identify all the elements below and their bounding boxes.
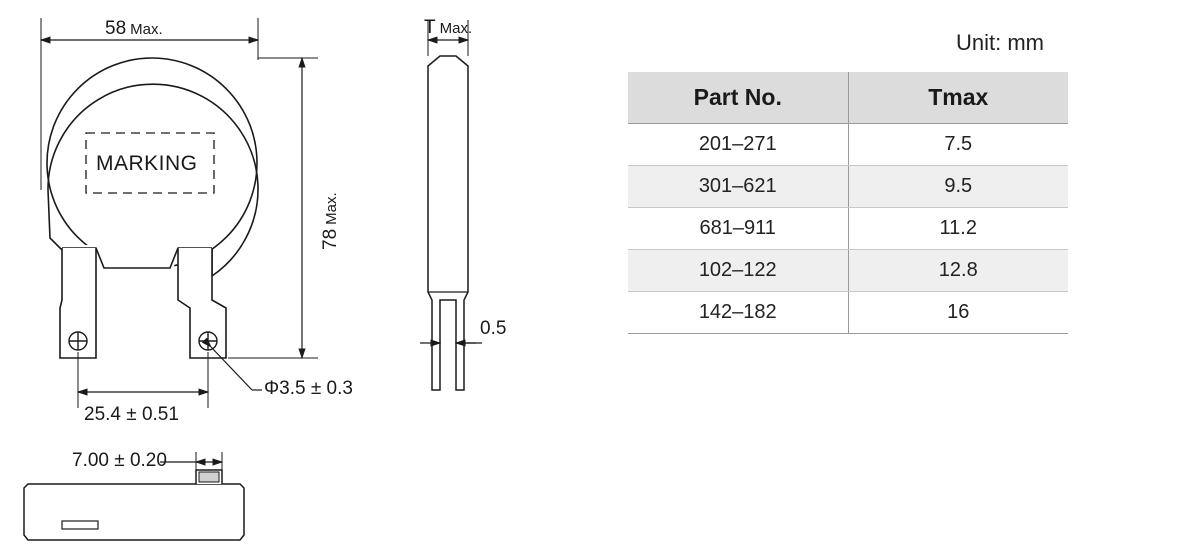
table-header-tmax: Tmax <box>848 72 1068 124</box>
cell-tmax: 12.8 <box>848 250 1068 292</box>
unit-note: Unit: mm <box>956 30 1044 55</box>
table-row <box>628 208 1068 250</box>
front-height-dimension-label: 78Max. <box>320 192 341 250</box>
marking-area-label: MARKING <box>96 152 198 175</box>
bottom-lead-offset-label: 7.00 ± 0.20 <box>72 450 167 471</box>
table-header-part-no: Part No. <box>628 72 848 124</box>
side-thickness-dimension-label: T Max. <box>424 17 473 38</box>
lead-thickness-dimension-label: 0.5 <box>480 318 507 339</box>
cell-tmax: 7.5 <box>848 124 1068 166</box>
table-row <box>628 250 1068 292</box>
lead-spacing-dimension-label: 25.4 ± 0.51 <box>84 404 179 425</box>
table-row <box>628 124 1068 166</box>
cell-part-no: 301–621 <box>628 166 848 208</box>
table-header-row <box>628 72 1068 124</box>
cell-part-no: 102–122 <box>628 250 848 292</box>
table-row <box>628 166 1068 208</box>
cell-tmax: 16 <box>848 292 1068 334</box>
cell-tmax: 9.5 <box>848 166 1068 208</box>
hole-diameter-label: Φ3.5 ± 0.3 <box>264 378 353 399</box>
spec-table <box>628 72 1068 334</box>
front-width-dimension-label: 58 Max. <box>105 18 163 39</box>
cell-part-no: 142–182 <box>628 292 848 334</box>
cell-part-no: 201–271 <box>628 124 848 166</box>
table-row <box>628 292 1068 334</box>
cell-part-no: 681–911 <box>628 208 848 250</box>
spec-table-container <box>628 72 1068 334</box>
cell-tmax: 11.2 <box>848 208 1068 250</box>
